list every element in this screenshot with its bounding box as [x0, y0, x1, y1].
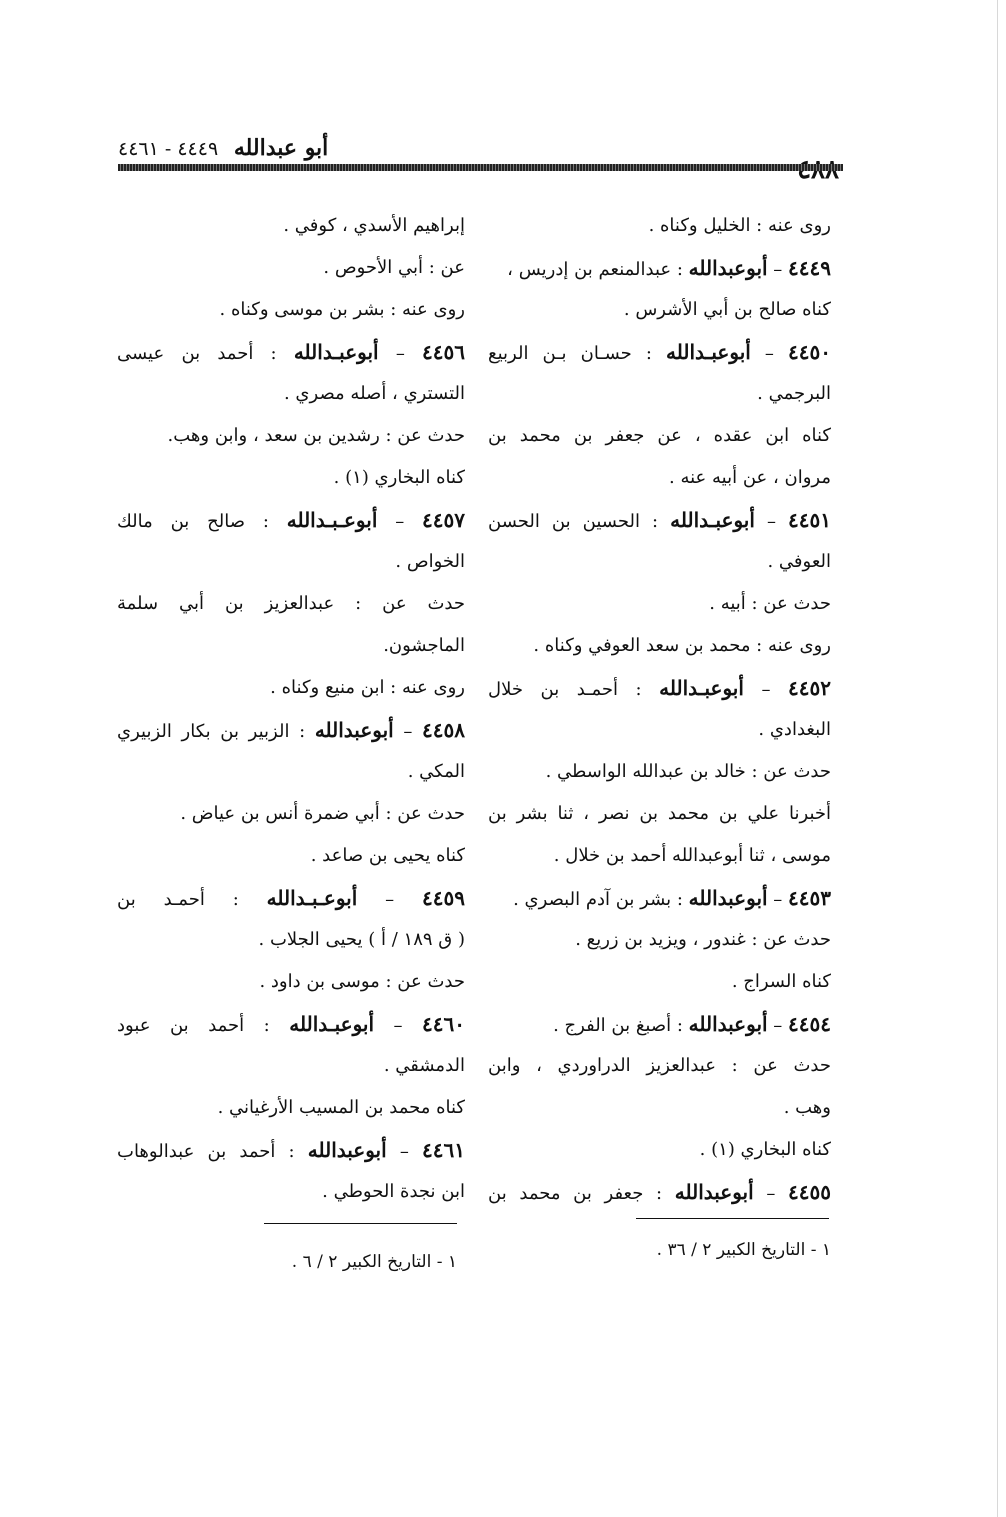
entry-number: ٤٤٥٧ — [422, 508, 465, 532]
entry-heading-line: ٤٤٥٠ – أبوعبـدالله : حسـان بـن الربيع — [488, 340, 831, 364]
line-text: ( ق ١٨٩ / أ ) يحيى الجلاب . — [258, 929, 465, 950]
line-text: أخبرنا علي بن محمد بن نصر ، ثنا بشر بن — [488, 803, 831, 824]
entry-heading-line: ٤٤٥١ – أبوعبـدالله : الحسين بن الحسن — [488, 508, 831, 532]
entry-heading-line: ٤٤٥٨ – أبوعبدالله : الزبير بن بكار الزبيري — [117, 718, 465, 742]
kunya-name: أبوعبدالله — [688, 1012, 768, 1036]
line-text: موسى ، ثنا أبوعبدالله أحمد بن خلال . — [553, 845, 831, 866]
text-line — [488, 625, 831, 667]
text-line — [117, 289, 465, 331]
text-line — [488, 751, 831, 793]
line-text: كناه صالح بن أبي الأشرس . — [623, 299, 831, 320]
line-text: ابن نجدة الحوطي . — [322, 1181, 465, 1202]
text-line — [488, 541, 831, 583]
left-column — [117, 205, 465, 1213]
header-title-block — [118, 133, 328, 164]
line-text: صالح بن مالك — [117, 511, 246, 532]
entry-number: ٤٤٦٠ — [422, 1012, 465, 1036]
line-text: روى عنه : الخليل وكناه . — [648, 215, 831, 236]
line-text: الدمشقي . — [383, 1055, 465, 1076]
entry-heading-line: ٤٤٤٩ – أبوعبدالله : عبدالمنعم بن إدريس ، — [507, 256, 831, 280]
line-text: حدث عن : غندور ، ويزيد بن زريع . — [575, 929, 831, 950]
entry-heading-line: ٤٤٥٦ – أبوعبـدالله : أحمد بن عيسى — [117, 340, 465, 364]
entry-heading-line: ٤٤٥٥ – أبوعبدالله : جعفر بن محمد بن — [488, 1180, 831, 1204]
text-line — [117, 415, 465, 457]
line-text: الخواص . — [395, 551, 465, 572]
footnote-rule-left — [264, 1223, 457, 1224]
line-text: روى عنه : بشر بن موسى وكناه . — [219, 299, 465, 320]
entry-number: ٤٤٥٤ — [788, 1012, 831, 1036]
page-edge-line — [997, 0, 998, 1517]
text-line — [117, 751, 465, 793]
text-line — [488, 1045, 831, 1087]
kunya-name: أبوعـبـدالله — [266, 886, 358, 910]
entry-number: ٤٤٥٠ — [788, 340, 831, 364]
text-line — [117, 541, 465, 583]
text-line — [117, 247, 465, 289]
kunya-name: أبوعـبـدالله — [286, 508, 378, 532]
line-text: حدث عن : رشدين بن سعد ، وابن وهب. — [167, 425, 465, 446]
kunya-name: أبوعبدالله — [688, 886, 768, 910]
kunya-name: أبوعبـدالله — [293, 340, 379, 364]
text-line — [117, 583, 465, 625]
entry-heading-line: ٤٤٥٧ – أبوعـبـدالله : صالح بن مالك — [117, 508, 465, 532]
line-text: روى عنه : ابن منيع وكناه . — [270, 677, 465, 698]
line-text: كناه السراج . — [731, 971, 831, 992]
footnote-rule-right — [636, 1218, 829, 1219]
entry-number: ٤٤٥٦ — [422, 340, 465, 364]
text-line — [488, 961, 831, 1003]
kunya-name: أبوعبـدالله — [670, 508, 755, 532]
line-text: كناه ابن عقده ، عن جعفر بن محمد بن — [488, 425, 831, 446]
header-entry-range: ٤٤٤٩ - ٤٤٦١ — [118, 138, 219, 160]
kunya-name: أبوعبـدالله — [289, 1012, 375, 1036]
text-line — [117, 1171, 465, 1213]
line-text: أحمـد بن — [117, 889, 205, 910]
line-text: حدث عن : أبيه . — [709, 593, 831, 614]
kunya-name: أبوعبدالله — [307, 1138, 387, 1162]
text-line — [488, 835, 831, 877]
entry-number: ٤٤٥١ — [788, 508, 831, 532]
entry-number: ٤٤٥٨ — [422, 718, 465, 742]
text-line — [488, 289, 831, 331]
line-text: إبراهيم الأسدي ، كوفي . — [283, 215, 465, 236]
line-text: أحمد بن عيسى — [117, 343, 254, 364]
text-line — [117, 205, 465, 247]
line-text: أحمـد بن خلال — [488, 679, 618, 700]
text-line — [488, 373, 831, 415]
kunya-name: أبوعبدالله — [314, 718, 394, 742]
line-text: روى عنه : محمد بن سعد العوفي وكناه . — [533, 635, 831, 656]
entry-heading-line: ٤٤٥٩ – أبوعـبـدالله : أحمـد بن — [117, 886, 465, 910]
text-line — [117, 625, 465, 667]
text-line — [117, 919, 465, 961]
line-text: المكي . — [407, 761, 465, 782]
entry-number: ٤٤٥٣ — [788, 886, 831, 910]
entry-heading-line: ٤٤٦٠ – أبوعبـدالله : أحمد بن عبود — [117, 1012, 465, 1036]
line-text: حدث عن : عبدالعزيز الدراوردي ، وابن — [488, 1055, 831, 1076]
text-line — [117, 667, 465, 709]
text-line — [488, 415, 831, 457]
line-text: وهب . — [783, 1097, 831, 1118]
header-title: أبو عبدالله — [233, 135, 329, 161]
line-text: كناه يحيى بن صاعد . — [310, 845, 465, 866]
entry-number: ٤٤٦١ — [422, 1138, 465, 1162]
line-text: كناه محمد بن المسيب الأرغياني . — [217, 1097, 465, 1118]
line-text: كناه البخاري (١) . — [699, 1139, 831, 1160]
line-text: حدث عن : خالد بن عبدالله الواسطي . — [545, 761, 831, 782]
text-line — [488, 709, 831, 751]
text-line — [117, 1045, 465, 1087]
line-text: عن : أبي الأحوص . — [323, 257, 465, 278]
entry-number: ٤٤٥٩ — [422, 886, 465, 910]
line-text: بشر بن آدم البصري . — [513, 889, 672, 910]
text-line — [117, 793, 465, 835]
text-line — [117, 373, 465, 415]
line-text: أصبغ بن الفرج . — [553, 1015, 672, 1036]
line-text: البرجمي . — [757, 383, 831, 404]
line-text: جعفر بن محمد بن — [488, 1183, 644, 1204]
line-text: أحمد بن عبدالوهاب — [117, 1141, 276, 1162]
line-text: البغدادي . — [758, 719, 831, 740]
text-line — [488, 205, 831, 247]
entry-heading-line: ٤٤٥٢ – أبوعبـدالله : أحمـد بن خلال — [488, 676, 831, 700]
footnote-left: ١ - التاريخ الكبير ٢ / ٦ . — [291, 1252, 457, 1272]
text-line — [488, 583, 831, 625]
line-text: الحسين بن الحسن — [488, 511, 640, 532]
line-text: الماجشون. — [383, 635, 465, 656]
text-line — [488, 1129, 831, 1171]
line-text: حدث عن : عبدالعزيز بن أبي سلمة — [117, 593, 465, 614]
text-line — [117, 457, 465, 499]
right-column — [488, 205, 831, 1213]
entry-heading-line: ٤٤٥٣ – أبوعبدالله : بشر بن آدم البصري . — [513, 886, 831, 910]
header-rule — [118, 164, 843, 171]
line-text: أحمد بن عبود — [117, 1015, 245, 1036]
line-text: حسـان بـن الربيع — [488, 343, 632, 364]
line-text: كناه البخاري (١) . — [333, 467, 465, 488]
entry-heading-line: ٤٤٥٤ – أبوعبدالله : أصبغ بن الفرج . — [553, 1012, 831, 1036]
text-line — [117, 835, 465, 877]
entry-heading-line: ٤٤٦١ – أبوعبدالله : أحمد بن عبدالوهاب — [117, 1138, 465, 1162]
entry-number: ٤٤٤٩ — [788, 256, 831, 280]
text-line — [488, 457, 831, 499]
text-line — [488, 793, 831, 835]
line-text: حدث عن : أبي ضمرة أنس بن عياض . — [180, 803, 465, 824]
line-text: حدث عن : موسى بن داود . — [259, 971, 465, 992]
kunya-name: أبوعبـدالله — [659, 676, 744, 700]
text-line — [117, 1087, 465, 1129]
kunya-name: أبوعبدالله — [674, 1180, 754, 1204]
kunya-name: أبوعبدالله — [688, 256, 768, 280]
line-text: التستري ، أصله مصري . — [283, 383, 465, 404]
kunya-name: أبوعبـدالله — [666, 340, 751, 364]
line-text: مروان ، عن أبيه عنه . — [669, 467, 831, 488]
footnote-right: ١ - التاريخ الكبير ٢ / ٣٦ . — [656, 1240, 831, 1260]
line-text: عبدالمنعم بن إدريس ، — [507, 259, 672, 280]
text-line — [117, 961, 465, 1003]
line-text: العوفي . — [767, 551, 831, 572]
line-text: الزبير بن بكار الزبيري — [117, 721, 290, 742]
text-line — [488, 1087, 831, 1129]
entry-number: ٤٤٥٢ — [788, 676, 831, 700]
entry-number: ٤٤٥٥ — [788, 1180, 831, 1204]
text-line — [488, 919, 831, 961]
